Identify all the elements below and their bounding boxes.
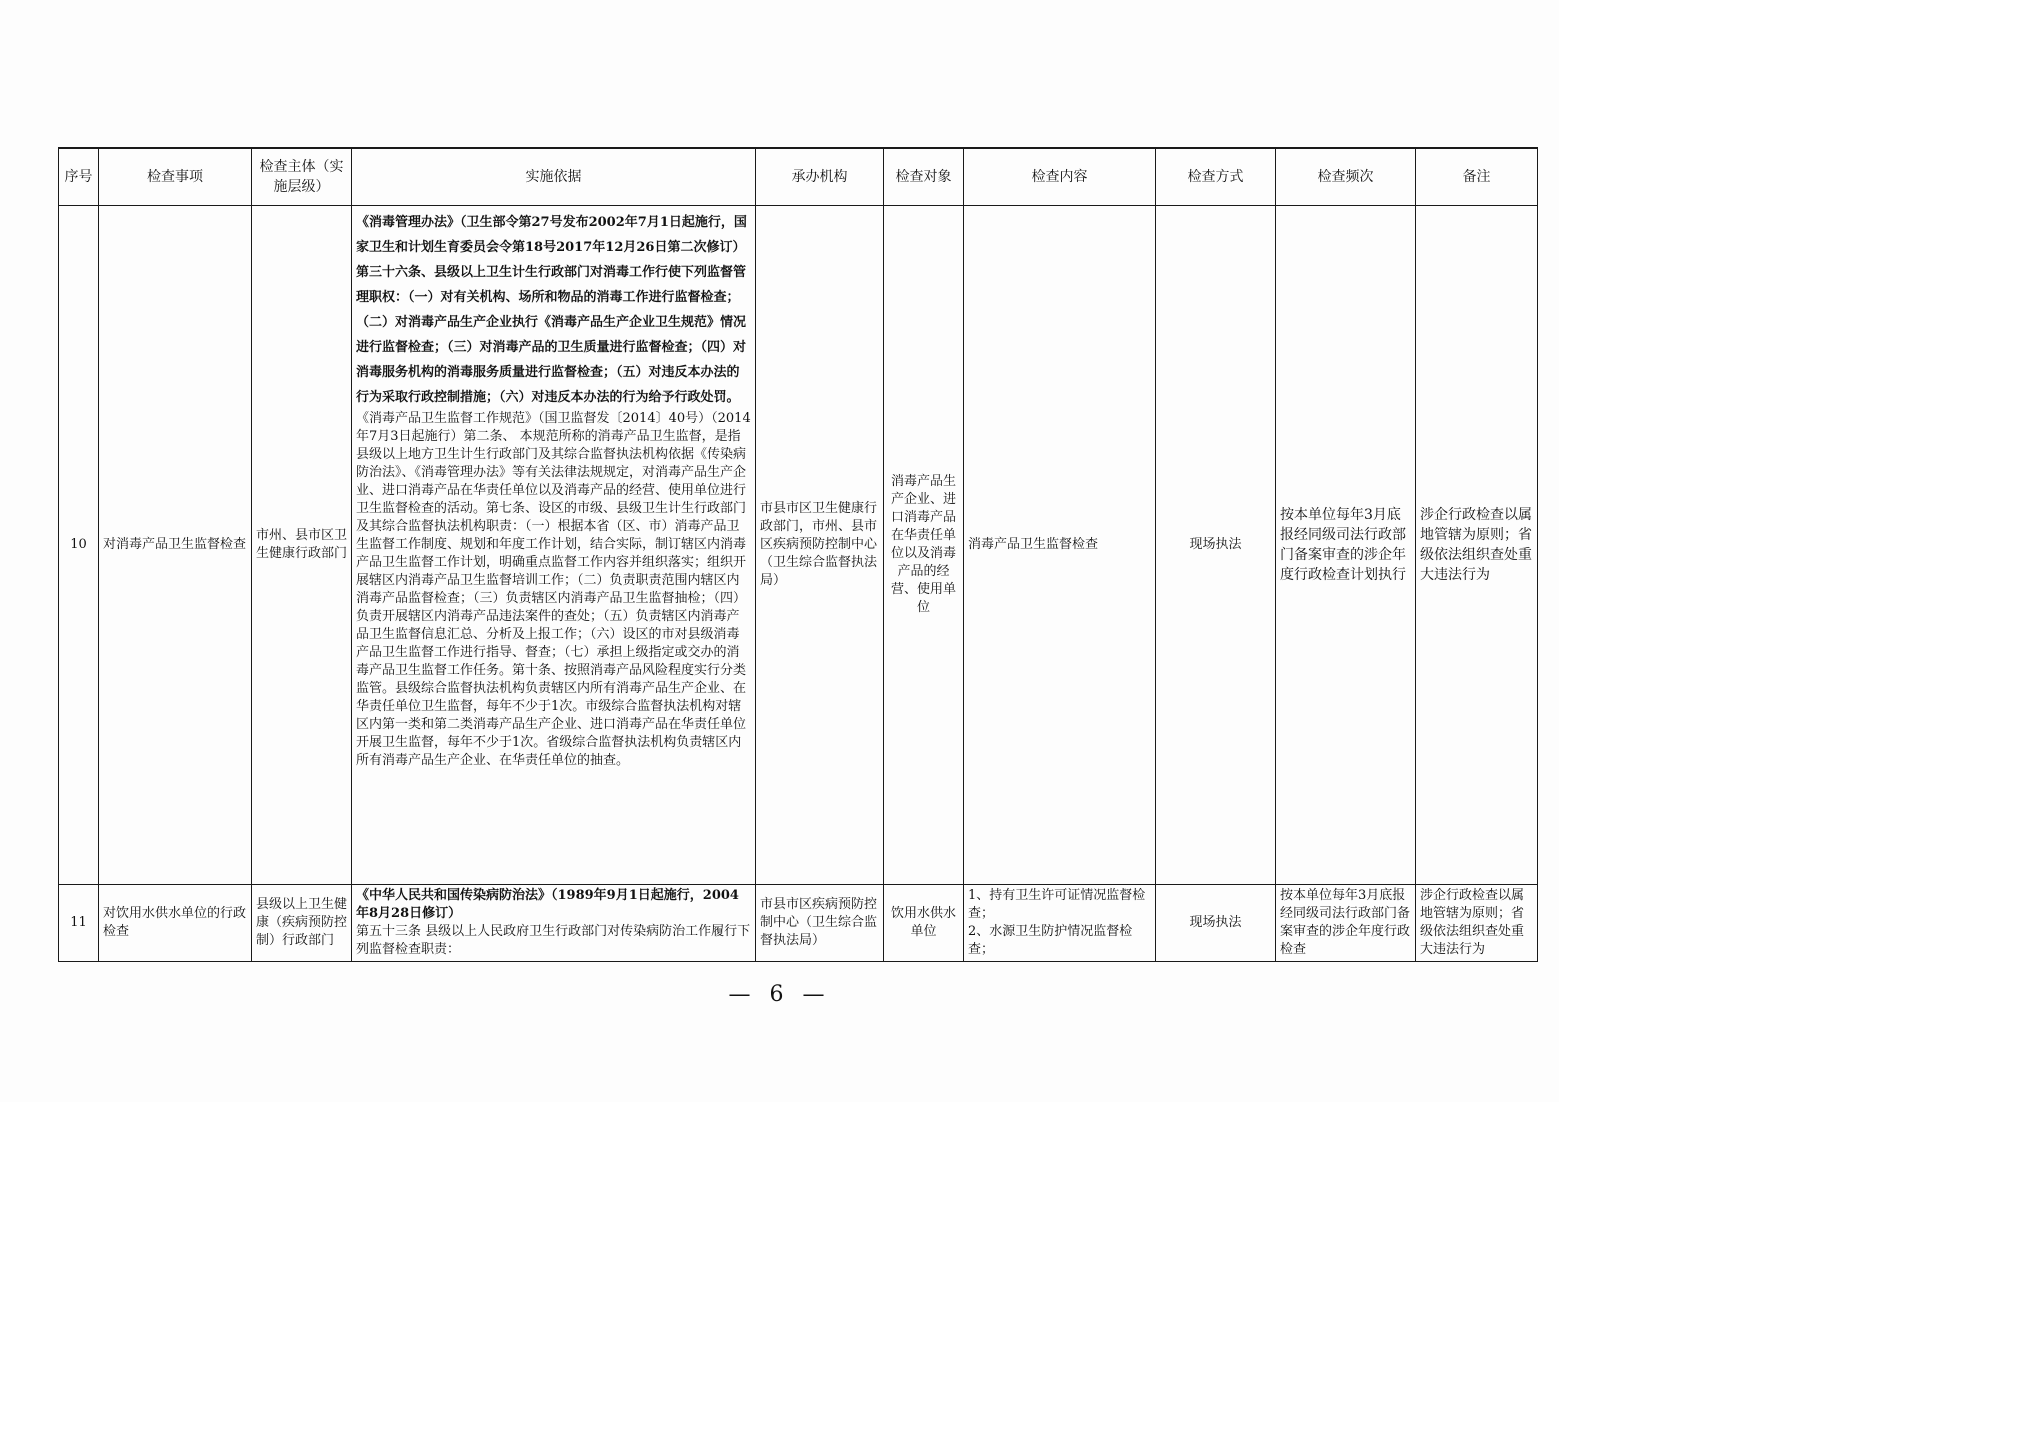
row-frequency: 按本单位每年3月底报经同级司法行政部门备案审查的涉企年度行政检查 bbox=[1276, 885, 1416, 962]
header-object: 检查对象 bbox=[884, 148, 964, 206]
header-no: 序号 bbox=[59, 148, 99, 206]
row-agency: 市县市区卫生健康行政部门，市州、县市区疾病预防控制中心（卫生综合监督执法局） bbox=[756, 206, 884, 885]
content-line: 2、水源卫生防护情况监督检查； bbox=[968, 924, 1133, 957]
inspection-table bbox=[58, 147, 1538, 962]
header-item: 检查事项 bbox=[99, 148, 252, 206]
row-frequency: 按本单位每年3月底报经同级司法行政部门备案审查的涉企年度行政检查计划执行 bbox=[1276, 206, 1416, 885]
header-content: 检查内容 bbox=[964, 148, 1156, 206]
header-agency: 承办机构 bbox=[756, 148, 884, 206]
table-row bbox=[59, 885, 1538, 962]
row-remark: 涉企行政检查以属地管辖为原则；省级依法组织查处重大违法行为 bbox=[1416, 885, 1538, 962]
basis-paragraph: 《消毒管理办法》（卫生部令第27号发布2002年7月1日起施行，国家卫生和计划生育委员会令第18号2017年12月26日第二次修订）第三十六条、县级以上卫生计生行政部门对消毒工作行使下列监督管理职权：（一）对有关机构、场所和物品的消毒工作进行监督检查；（二）对消毒产品生产企业执行《消毒产品生产企业卫生规范》情况进行监督检查；（三）对消毒产品的卫生质量进行监督检查；（四）对消毒服务机构的消毒服务质量进行监督检查；（五）对违反本办法的行为采取行政控制措施；（六）对违反本办法的行为给予行政处罚。 bbox=[356, 215, 747, 405]
table-header-row bbox=[59, 148, 1538, 206]
row-method: 现场执法 bbox=[1156, 885, 1276, 962]
row-no: 10 bbox=[59, 206, 99, 885]
row-basis bbox=[352, 885, 756, 962]
header-frequency: 检查频次 bbox=[1276, 148, 1416, 206]
basis-paragraph: 《中华人民共和国传染病防治法》（1989年9月1日起施行，2004年8月28日修订） bbox=[356, 888, 739, 921]
row-no: 11 bbox=[59, 885, 99, 962]
content-line: 1、持有卫生许可证情况监督检查； bbox=[968, 888, 1146, 921]
row-agency: 市县市区疾病预防控制中心（卫生综合监督执法局） bbox=[756, 885, 884, 962]
row-subject: 县级以上卫生健康（疾病预防控制）行政部门 bbox=[252, 885, 352, 962]
basis-paragraph: 《消毒产品卫生监督工作规范》（国卫监督发〔2014〕40号）（2014年7月3日起施行）第二条、 本规范所称的消毒产品卫生监督，是指县级以上地方卫生计生行政部门及其综合监督执法机构依据《传染病防治法》、《消毒管理办法》等有关法律法规规定，对消毒产品生产企业、进口消毒产品在华责任单位以及消毒产品的经营、使用单位进行卫生监督检查的活动。第七条、设区的市级、县级卫生计生行政部门及其综合监督执法机构职责：（一）根据本省（区、市）消毒产品卫生监督工作制度、规划和年度工作计划，结合实际，制订辖区内消毒产品卫生监督工作计划，明确重点监督工作内容并组织落实；组织开展辖区内消毒产品卫生监督培训工作；（二）负责职责范围内辖区内消毒产品监督检查；（三）负责辖区内消毒产品卫生监督抽检；（四）负责开展辖区内消毒产品违法案件的查处；（五）负责辖区内消毒产品卫生监督信息汇总、分析及上报工作；（六）设区的市对县级消毒产品卫生监督工作进行指导、督查；（七）承担上级指定或交办的消毒产品卫生监督工作任务。第十条、按照消毒产品风险程度实行分类监管。县级综合监督执法机构负责辖区内所有消毒产品生产企业、在华责任单位卫生监督，每年不少于1次。市级综合监督执法机构对辖区内第一类和第二类消毒产品生产企业、进口消毒产品在华责任单位开展卫生监督，每年不少于1次。省级综合监督执法机构负责辖区内所有消毒产品生产企业、在华责任单位的抽查。 bbox=[356, 411, 751, 768]
header-remark: 备注 bbox=[1416, 148, 1538, 206]
basis-paragraph: 第五十三条 县级以上人民政府卫生行政部门对传染病防治工作履行下列监督检查职责： bbox=[356, 924, 751, 957]
header-basis: 实施依据 bbox=[352, 148, 756, 206]
header-method: 检查方式 bbox=[1156, 148, 1276, 206]
row-subject: 市州、县市区卫生健康行政部门 bbox=[252, 206, 352, 885]
row-method: 现场执法 bbox=[1156, 206, 1276, 885]
row-object: 消毒产品生产企业、进口消毒产品在华责任单位以及消毒产品的经营、使用单位 bbox=[884, 206, 964, 885]
table-row bbox=[59, 206, 1538, 885]
row-content bbox=[964, 885, 1156, 962]
row-content: 消毒产品卫生监督检查 bbox=[964, 206, 1156, 885]
header-subject: 检查主体（实施层级） bbox=[252, 148, 352, 206]
row-item: 对消毒产品卫生监督检查 bbox=[99, 206, 252, 885]
row-object: 饮用水供水单位 bbox=[884, 885, 964, 962]
row-basis bbox=[352, 206, 756, 885]
row-remark: 涉企行政检查以属地管辖为原则；省级依法组织查处重大违法行为 bbox=[1416, 206, 1538, 885]
row-item: 对饮用水供水单位的行政检查 bbox=[99, 885, 252, 962]
page-number: — 6 — bbox=[728, 982, 831, 1007]
